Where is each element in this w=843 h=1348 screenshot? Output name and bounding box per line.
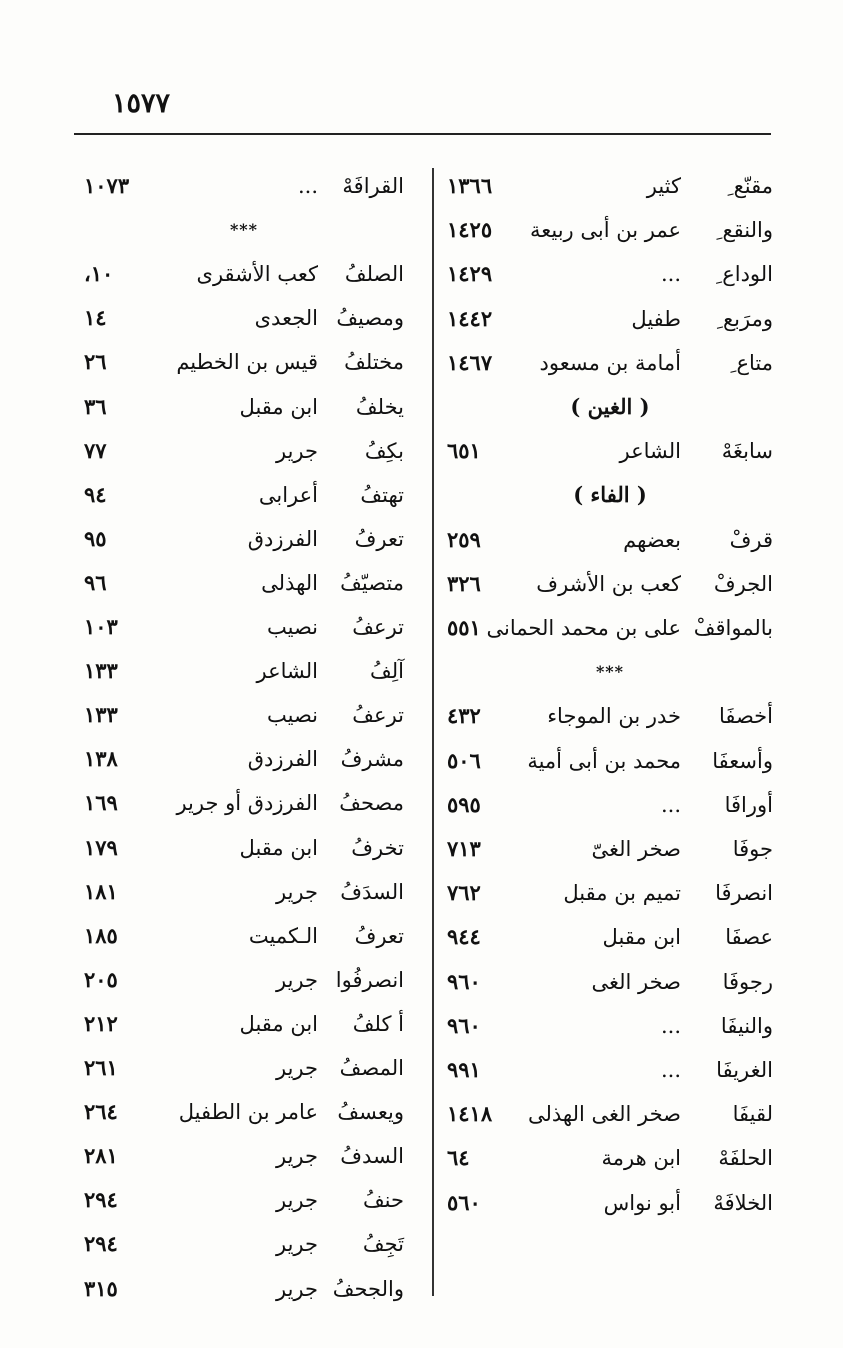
page-ref: ١٤ [84, 305, 107, 330]
poet-name: الفرزدق [247, 747, 318, 771]
rhyme-word: ترعفُ [352, 703, 404, 727]
rhyme-word: السدفُ [340, 1144, 404, 1168]
poet-name: ابن مقبل [602, 925, 681, 949]
poet-name: ... [660, 262, 681, 286]
poet-name: كثير [646, 174, 681, 198]
index-entry [84, 697, 404, 733]
index-entry [84, 1094, 404, 1130]
page-ref: ٩٩١ [447, 1057, 481, 1082]
poet-name: جرير [276, 1056, 318, 1080]
poet-name: ... [660, 1014, 681, 1038]
page-ref: ١٦٩ [84, 790, 118, 815]
rhyme-word: السدَفُ [340, 880, 404, 904]
index-entry [84, 433, 404, 469]
page-ref: ٢٩٤ [84, 1187, 118, 1212]
index-entry [84, 300, 404, 336]
poet-name: جرير [276, 1232, 318, 1256]
rhyme-word: جوفَا [732, 837, 773, 861]
rhyme-word: انصرفَا [715, 881, 773, 905]
page-ref: ٧٧ [84, 438, 107, 463]
page-ref: ٩٤ [84, 482, 107, 507]
poet-name: نصيب [266, 615, 318, 639]
index-entry [84, 874, 404, 910]
page-ref: ٢٦ [84, 349, 107, 374]
index-entry [447, 1185, 773, 1221]
poet-name: جرير [276, 880, 318, 904]
rhyme-word: والنيفَا [720, 1014, 773, 1038]
index-entry [447, 168, 773, 204]
poet-name: الشاعر [619, 439, 681, 463]
index-entry [447, 566, 773, 602]
poet-name: الجعدى [254, 306, 318, 330]
page-ref: ٣٢٦ [447, 571, 481, 596]
rhyme-word: ويعسفُ [337, 1100, 404, 1124]
rhyme-word: تعرفُ [354, 527, 404, 551]
poet-name: على بن محمد الحمانى [486, 616, 681, 640]
page-ref: ٩٦٠ [447, 1013, 481, 1038]
index-entry [84, 1006, 404, 1042]
poet-name: خدر بن الموجاء [547, 704, 681, 728]
index-entry [84, 1182, 404, 1218]
rhyme-word: والنقع ِ [716, 218, 773, 242]
page-ref: ١٤٢٥ [447, 217, 493, 242]
rhyme-word: بالمواقفْ [693, 616, 773, 640]
rhyme-word: مشرفُ [340, 747, 404, 771]
poet-name: كعب بن الأشرف [536, 572, 681, 596]
page-ref: ١٧٩ [84, 835, 118, 860]
poet-name: الفرزدق أو جرير [176, 791, 318, 815]
index-entry [84, 1271, 404, 1307]
rhyme-word: متاع ِ [730, 351, 773, 375]
page-ref: ٥٦٠ [447, 1190, 481, 1215]
index-entry [447, 831, 773, 867]
page-ref: ٩٦ [84, 570, 107, 595]
poet-name: جرير [276, 1144, 318, 1168]
poet-name: ... [660, 1058, 681, 1082]
index-entry [84, 168, 404, 204]
rhyme-word: القرافَهْ [342, 174, 404, 198]
page-ref: ١٣٣ [84, 702, 118, 727]
rhyme-word: ومرَبع ِ [716, 307, 773, 331]
index-entry [447, 345, 773, 381]
rhyme-word: الخلافَهْ [713, 1191, 773, 1215]
rhyme-word: انصرفُوا [335, 968, 404, 992]
page-ref: ٢٦١ [84, 1055, 118, 1080]
page-ref: ٩٦٠ [447, 969, 481, 994]
rhyme-word: الجرفْ [713, 572, 773, 596]
rhyme-word: تعرفُ [354, 924, 404, 948]
section-separator: *** [229, 220, 259, 239]
page-ref: ٩٤٤ [447, 924, 481, 949]
rhyme-word: المصفُ [339, 1056, 404, 1080]
page-ref: ١٠، [84, 261, 114, 286]
index-entry [84, 609, 404, 645]
rhyme-word: الوداع ِ [716, 262, 773, 286]
index-entry [447, 1096, 773, 1132]
poet-name: أعرابى [258, 483, 318, 507]
poet-name: الشاعر [256, 659, 318, 683]
page-ref: ٤٣٢ [447, 703, 481, 728]
rhyme-word: حنفُ [362, 1188, 404, 1212]
page-ref: ١٣٣ [84, 658, 118, 683]
rhyme-word: مصحفُ [339, 791, 404, 815]
poet-name: ... [297, 174, 318, 198]
rhyme-word: الغريفَا [716, 1058, 773, 1082]
index-entry [84, 477, 404, 513]
poet-name: محمد بن أبى أمية [527, 749, 681, 773]
index-entry [84, 918, 404, 954]
rhyme-word: أ كلفُ [352, 1012, 404, 1036]
rhyme-word: قرفْ [729, 528, 773, 552]
poet-name: ابن مقبل [239, 395, 318, 419]
page-ref: ٦٥١ [447, 438, 481, 463]
poet-name: الـكميت [248, 924, 318, 948]
index-entry [447, 256, 773, 292]
page-ref: ١٨٥ [84, 923, 118, 948]
poet-name: بعضهم [623, 528, 681, 552]
index-entry [84, 1050, 404, 1086]
page-number: ١٥٧٧ [112, 88, 171, 119]
rhyme-word: وأسعفَا [712, 749, 773, 773]
index-entry [447, 1008, 773, 1044]
rhyme-word: ومصيفُ [336, 306, 404, 330]
page-ref: ١٤١٨ [447, 1101, 493, 1126]
section-separator: *** [595, 662, 625, 681]
index-entry [447, 433, 773, 469]
index-entry [84, 1138, 404, 1174]
rhyme-word: ترعفُ [352, 615, 404, 639]
page-ref: ١٠٧٣ [84, 173, 130, 198]
poet-name: صخر الغى الهذلى [527, 1102, 681, 1126]
page-ref: ٩٥ [84, 526, 107, 551]
index-entry [447, 875, 773, 911]
rhyme-word: مقنّع ِ [727, 174, 773, 198]
index-entry [84, 521, 404, 557]
page-ref: ١٨١ [84, 879, 118, 904]
poet-name: ابن هرمة [601, 1146, 681, 1170]
index-entry [447, 1052, 773, 1088]
poet-name: جرير [276, 439, 318, 463]
index-entry [447, 919, 773, 955]
rhyme-word: والجحفُ [332, 1277, 404, 1301]
index-entry [84, 653, 404, 689]
rhyme-word: رجوفَا [722, 970, 773, 994]
page-ref: ١٣٦٦ [447, 173, 493, 198]
poet-name: جرير [276, 1277, 318, 1301]
poet-name: أبو نواس [603, 1191, 681, 1215]
poet-name: الهذلى [261, 571, 318, 595]
index-entry [84, 830, 404, 866]
page-ref: ١٣٨ [84, 746, 118, 771]
index-entry [447, 1140, 773, 1176]
page-ref: ٢٦٤ [84, 1099, 118, 1124]
page-ref: ٥٩٥ [447, 792, 481, 817]
poet-name: عمر بن أبى ربيعة [529, 218, 681, 242]
rhyme-word: تهتفُ [360, 483, 404, 507]
rhyme-word: سابغَهْ [721, 439, 773, 463]
page-ref: ٦٤ [447, 1145, 470, 1170]
page-ref: ٧١٣ [447, 836, 481, 861]
index-entry [84, 389, 404, 425]
poet-name: صخر الغى [591, 970, 681, 994]
rhyme-word: عصفَا [725, 925, 773, 949]
rhyme-word: لقيفَا [732, 1102, 773, 1126]
rhyme-word: مختلفُ [344, 350, 404, 374]
rhyme-word: متصيّفُ [340, 571, 404, 595]
index-entry [84, 344, 404, 380]
poet-name: ابن مقبل [239, 1012, 318, 1036]
poet-name: طفيل [631, 307, 681, 331]
index-entry [447, 698, 773, 734]
poet-name: الفرزدق [247, 527, 318, 551]
page-ref: ١٤٤٢ [447, 306, 493, 331]
page-ref: ٣٦ [84, 394, 107, 419]
index-entry [84, 256, 404, 292]
index-entry [84, 962, 404, 998]
section-heading: ( الفاء ) [573, 482, 647, 507]
page-ref: ٣١٥ [84, 1276, 118, 1301]
page-ref: ٧٦٢ [447, 880, 481, 905]
poet-name: عامر بن الطفيل [178, 1100, 318, 1124]
page-ref: ١٤٦٧ [447, 350, 493, 375]
page-ref: ٢٩٤ [84, 1231, 118, 1256]
rhyme-word: يخلفُ [355, 395, 404, 419]
poet-name: كعب الأشقرى [196, 262, 318, 286]
poet-name: ... [660, 793, 681, 817]
index-entry [447, 743, 773, 779]
poet-name: صخر الغىّ [591, 837, 681, 861]
index-entry [447, 610, 773, 646]
index-entry [447, 301, 773, 337]
rhyme-word: تَجِفُ [362, 1232, 404, 1256]
index-entry [447, 787, 773, 823]
poet-name: جرير [276, 968, 318, 992]
index-entry [447, 964, 773, 1000]
page-ref: ٥٠٦ [447, 748, 481, 773]
poet-name: تميم بن مقبل [563, 881, 681, 905]
page-ref: ٢١٢ [84, 1011, 118, 1036]
page-ref: ٢٥٩ [447, 527, 481, 552]
rhyme-word: أورافَا [724, 793, 773, 817]
poet-name: جرير [276, 1188, 318, 1212]
poet-name: نصيب [266, 703, 318, 727]
header-rule [74, 133, 771, 135]
index-entry [84, 785, 404, 821]
index-entry [447, 212, 773, 248]
index-entry [84, 565, 404, 601]
page-ref: ٥٥١ [447, 615, 481, 640]
column-divider [432, 168, 434, 1296]
rhyme-word: آلِفُ [370, 659, 404, 683]
rhyme-word: بكِفُ [364, 439, 404, 463]
rhyme-word: أخصفَا [718, 704, 773, 728]
page-ref: ١٠٣ [84, 614, 118, 639]
index-entry [447, 522, 773, 558]
rhyme-word: الصلفُ [344, 262, 404, 286]
index-entry [84, 1226, 404, 1262]
page-ref: ٢٨١ [84, 1143, 118, 1168]
poet-name: أمامة بن مسعود [539, 351, 681, 375]
index-entry [84, 741, 404, 777]
page-ref: ١٤٢٩ [447, 261, 493, 286]
rhyme-word: الحلفَهْ [718, 1146, 773, 1170]
rhyme-word: تخرفُ [351, 836, 404, 860]
section-heading: ( الغين ) [570, 394, 650, 419]
poet-name: ابن مقبل [239, 836, 318, 860]
page-ref: ٢٠٥ [84, 967, 118, 992]
poet-name: قيس بن الخطيم [176, 350, 318, 374]
